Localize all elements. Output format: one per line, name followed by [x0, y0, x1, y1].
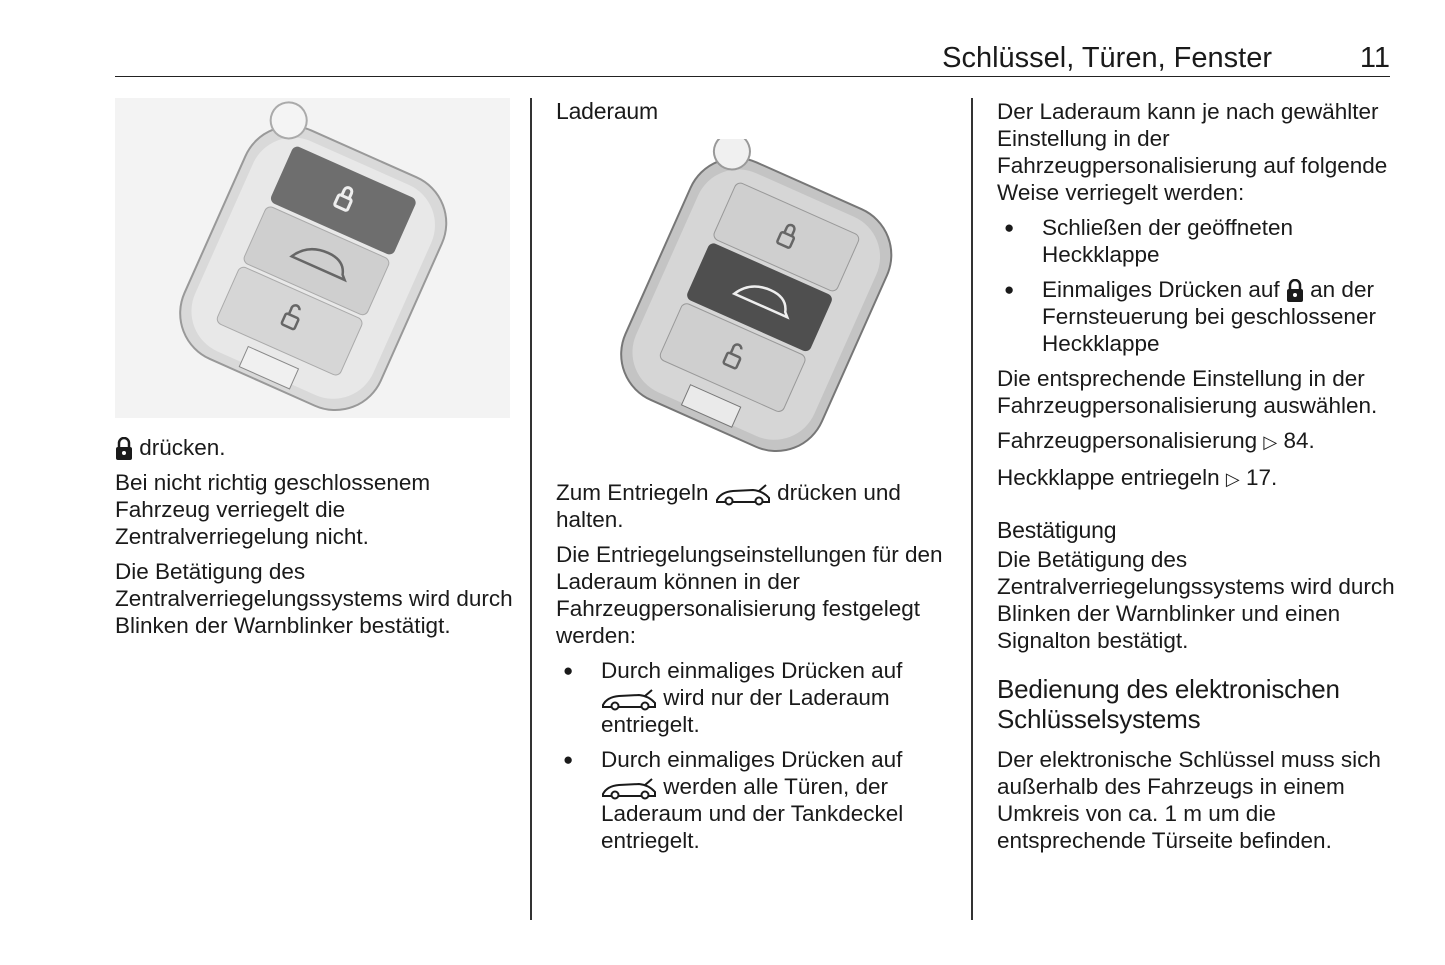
reference-arrow-icon: ▷	[1263, 432, 1278, 453]
paragraph: Die entsprechende Einstellung in der Fahrzeugpersonalisierung auswählen.	[997, 366, 1378, 419]
column-1	[115, 98, 515, 647]
paragraph: Bei nicht richtig geschlossenem Fahrzeug verriegelt die Zentralverriegelung nicht.	[115, 470, 431, 550]
car-trunk-icon	[715, 482, 771, 506]
column-divider	[971, 98, 973, 920]
car-trunk-icon	[601, 687, 657, 711]
lock-icon	[1286, 279, 1304, 303]
lock-icon	[115, 437, 133, 461]
page-number: 11	[1359, 42, 1390, 74]
column-divider	[530, 98, 532, 920]
page-header	[115, 40, 1390, 77]
car-trunk-icon	[601, 776, 657, 800]
section-heading-bestaetigung: Bestätigung	[997, 517, 1117, 544]
bullet-list	[997, 214, 1397, 357]
list-item: ● Durch einmaliges Drücken auf wird nur der Laderaum entriegelt.	[556, 657, 956, 738]
unlock-text-post: drücken und halten.	[556, 480, 901, 533]
column-3	[997, 98, 1397, 862]
page-title: Schlüssel, Türen, Fenster	[942, 42, 1272, 74]
unlock-text-pre: Zum Entriegeln	[556, 480, 709, 505]
paragraph: Der Laderaum kann je nach gewählter Einstellung in der Fahrzeugpersonalisierung auf folgende Weise verriegelt werden:	[997, 99, 1388, 205]
list-item: ● Einmaliges Drücken auf an der Fernsteuerung bei geschlossener Heckklappe	[997, 276, 1397, 357]
paragraph: Der elektronische Schlüssel muss sich außerhalb des Fahrzeugs in einem Umkreis von ca. 1 m um die entsprechende Türseite befinden.	[997, 747, 1381, 854]
key-fob-illustration-trunk	[556, 139, 951, 459]
list-item: ● Durch einmaliges Drücken auf werden alle Türen, der Laderaum und der Tankdeckel entriegelt.	[556, 746, 956, 854]
column-2	[556, 98, 956, 862]
section-heading-laderaum: Laderaum	[556, 98, 658, 124]
bullet-list	[556, 657, 956, 854]
cross-reference: Fahrzeugpersonalisierung ▷ 84.	[997, 428, 1315, 454]
list-item: ● Schließen der geöffneten Heckklappe	[997, 214, 1397, 268]
key-fob-illustration-lock	[115, 98, 510, 418]
section-heading-bedienung: Bedienung des elektronischen Schlüsselsystems	[997, 674, 1340, 735]
paragraph: Die Betätigung des Zentralverriegelungssystems wird durch Blinken der Warnblinker und einen Signalton bestätigt.	[997, 547, 1395, 654]
cross-reference: Heckklappe entriegeln ▷ 17.	[997, 465, 1278, 491]
paragraph: Die Entriegelungseinstellungen für den Laderaum können in der Fahrzeugpersonalisierung festgelegt werden:	[556, 542, 943, 649]
reference-arrow-icon: ▷	[1225, 469, 1240, 490]
paragraph: Die Betätigung des Zentralverriegelungssystems wird durch Blinken der Warnblinker bestätigt.	[115, 559, 513, 639]
lock-press-text: drücken.	[139, 435, 226, 460]
